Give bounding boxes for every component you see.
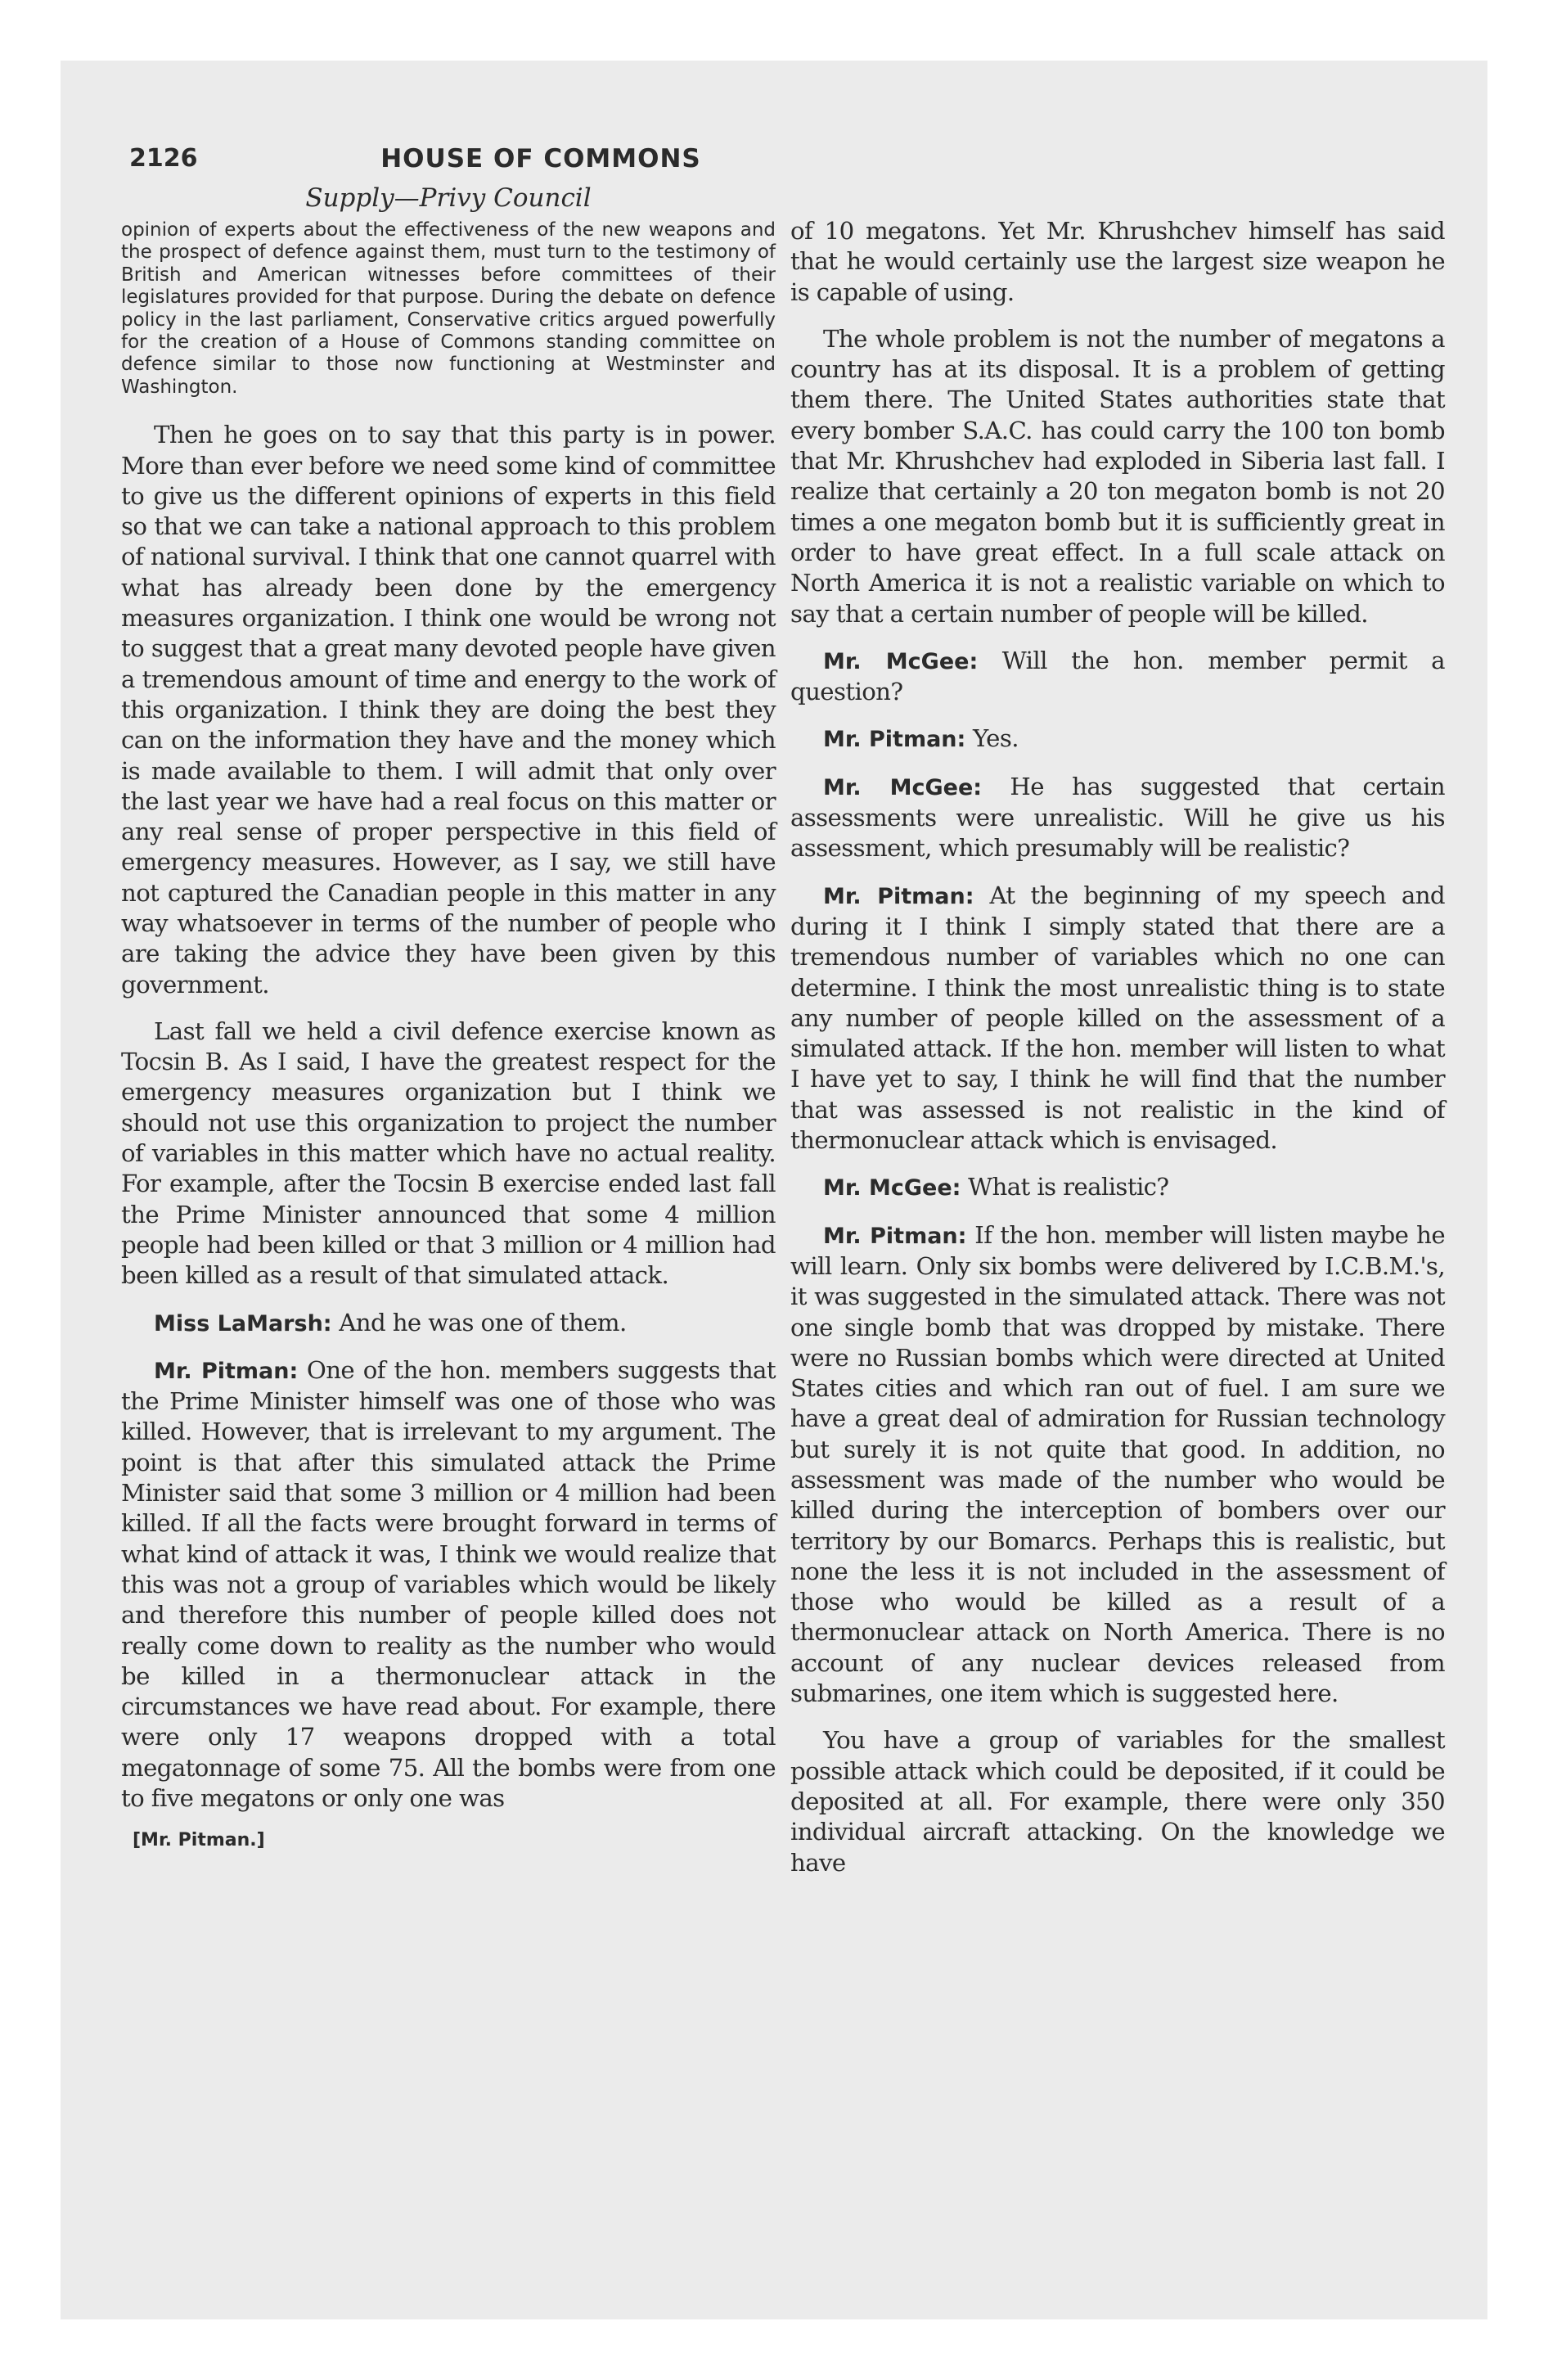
interjection — [790, 723, 1445, 755]
paragraph: Last fall we held a civil defence exercise known as Tocsin B. As I said, I have the greatest respect for the emergency measures organization but I think we should not use this organization to project the number of variables in this matter which have no actual reality. For example, after the Tocsin B exercise ended last fall the Prime Minister announced that some 4 million people had been killed or that 3 million or 4 million had been killed as a result of that simulated attack. — [121, 1016, 776, 1290]
interjection — [121, 1308, 776, 1339]
interjection — [790, 1220, 1445, 1710]
interjection — [790, 881, 1445, 1156]
speaker-name: Mr. Pitman: — [154, 1358, 299, 1384]
speech-text: Will the hon. member permit a question? — [790, 646, 1445, 706]
paragraph: of 10 megatons. Yet Mr. Khrushchev himself has said that he would certainly use the largest size weapon he is capable of using. — [790, 217, 1445, 306]
speech-text: At the beginning of my speech and during it I think I simply stated that there are a tremendous number of variables which no one can determine. I think the most unrealistic thing is to state any number of people killed on the assessment of a simulated attack. If the hon. member will listen to what I have yet to say, I think he will find that the number that was assessed is not realistic in the kind of thermonuclear attack which is envisaged. — [790, 881, 1445, 1155]
speaker-footer-tag: [Mr. Pitman.] — [133, 1830, 265, 1851]
speaker-name: Mr. Pitman: — [823, 883, 974, 909]
left-column — [121, 219, 776, 1850]
speech-text: One of the hon. members suggests that the Prime Minister himself was one of those who was killed. However, that is irrelevant to my argument. The point is that after this simulated attack the Prime Minister said that some 3 million or 4 million had been killed. If all the facts were brought forward in terms of what kind of attack it was, I think we would realize that this was not a group of variables which would be likely and therefore this number of people killed does not really come down to reality as the number who would be killed in a thermonuclear attack in the circumstances we have read about. For example, there were only 17 weapons dropped with a total megatonnage of some 75. All the bombs were from one to five megatons or only one was — [121, 1355, 776, 1813]
speech-text: He has suggested that certain assessments were unrealistic. Will he give us his assessment, which presumably will be realistic? — [790, 772, 1445, 863]
speech-text: What is realistic? — [968, 1173, 1169, 1201]
speaker-name: Mr. Pitman: — [823, 1223, 967, 1249]
page-title: HOUSE OF COMMONS — [380, 144, 701, 174]
paragraph: You have a group of variables for the smallest possible attack which could be deposited, if it could be deposited at all. For example, there were only 350 individual aircraft attacking. On the knowledge we have — [790, 1726, 1445, 1877]
section-subheading: Supply—Privy Council — [305, 183, 592, 213]
quoted-passage: opinion of experts about the effectiveness of the new weapons and the prospect of defence against them, must turn to the testimony of British and American witnesses before committees of their legislatures provided for that purpose. During the debate on defence policy in the last parliament, Conservative critics argued powerfully for the creation of a House of Commons standing committee on defence similar to those now functioning at Westminster and Washington. — [121, 219, 776, 398]
paragraph: Then he goes on to say that this party is in power. More than ever before we need some kind of committee to give us the different opinions of experts in this field so that we can take a national approach to this problem of national survival. I think that one cannot quarrel with what has already been done by the emergency measures organization. I think one would be wrong not to suggest that a great many devoted people have given a tremendous amount of time and energy to the work of this organization. I think they are doing the best they can on the information they have and the money which is made available to them. I will admit that only over the last year we have had a real focus on this matter or any real sense of proper perspective in this field of emergency measures. However, as I say, we still have not captured the Canadian people in this matter in any way whatsoever in terms of the number of people who are taking the advice they have been given by this government. — [121, 421, 776, 998]
interjection — [790, 646, 1445, 708]
speech-text: Yes. — [973, 724, 1019, 753]
interjection — [121, 1355, 776, 1814]
paragraph: The whole problem is not the number of megatons a country has at its disposal. It is a problem of getting them there. The United States authorities state that every bomber S.A.C. has could carry the 100 ton bomb that Mr. Khrushchev had exploded in Siberia last fall. I realize that certainly a 20 ton megaton bomb is not 20 times a one megaton bomb but it is sufficiently great in order to have great effect. In a full scale attack on North America it is not a realistic variable on which to say that a certain number of people will be killed. — [790, 324, 1445, 628]
interjection — [790, 772, 1445, 864]
page-number: 2126 — [129, 144, 198, 173]
speaker-name: Mr. McGee: — [823, 1175, 961, 1201]
speech-text: And he was one of them. — [339, 1308, 627, 1336]
right-column — [790, 216, 1445, 1895]
speaker-name: Mr. Pitman: — [823, 727, 966, 753]
speaker-name: Mr. McGee: — [823, 648, 979, 674]
interjection — [790, 1172, 1445, 1203]
speaker-name: Mr. McGee: — [823, 774, 983, 800]
speech-text: If the hon. member will listen maybe he will learn. Only six bombs were delivered by I.C.B.M.'s, it was suggested in the simulated attack. There was not one single bomb that was dropped by mistake. There were no Russian bombs which were directed at United States cities and which ran out of fuel. I am sure we have a great deal of admiration for Russian technology but surely it is not quite that good. In addition, no assessment was made of the number who would be killed during the interception of bombers over our territory by our Bomarcs. Perhaps this is realistic, but none the less it is not included in the assessment of those who would be killed as a result of a thermonuclear attack on North America. There is no account of any nuclear devices released from submarines, one item which is suggested here. — [790, 1220, 1445, 1708]
speaker-name: Miss LaMarsh: — [154, 1310, 332, 1336]
page-header — [129, 144, 952, 177]
